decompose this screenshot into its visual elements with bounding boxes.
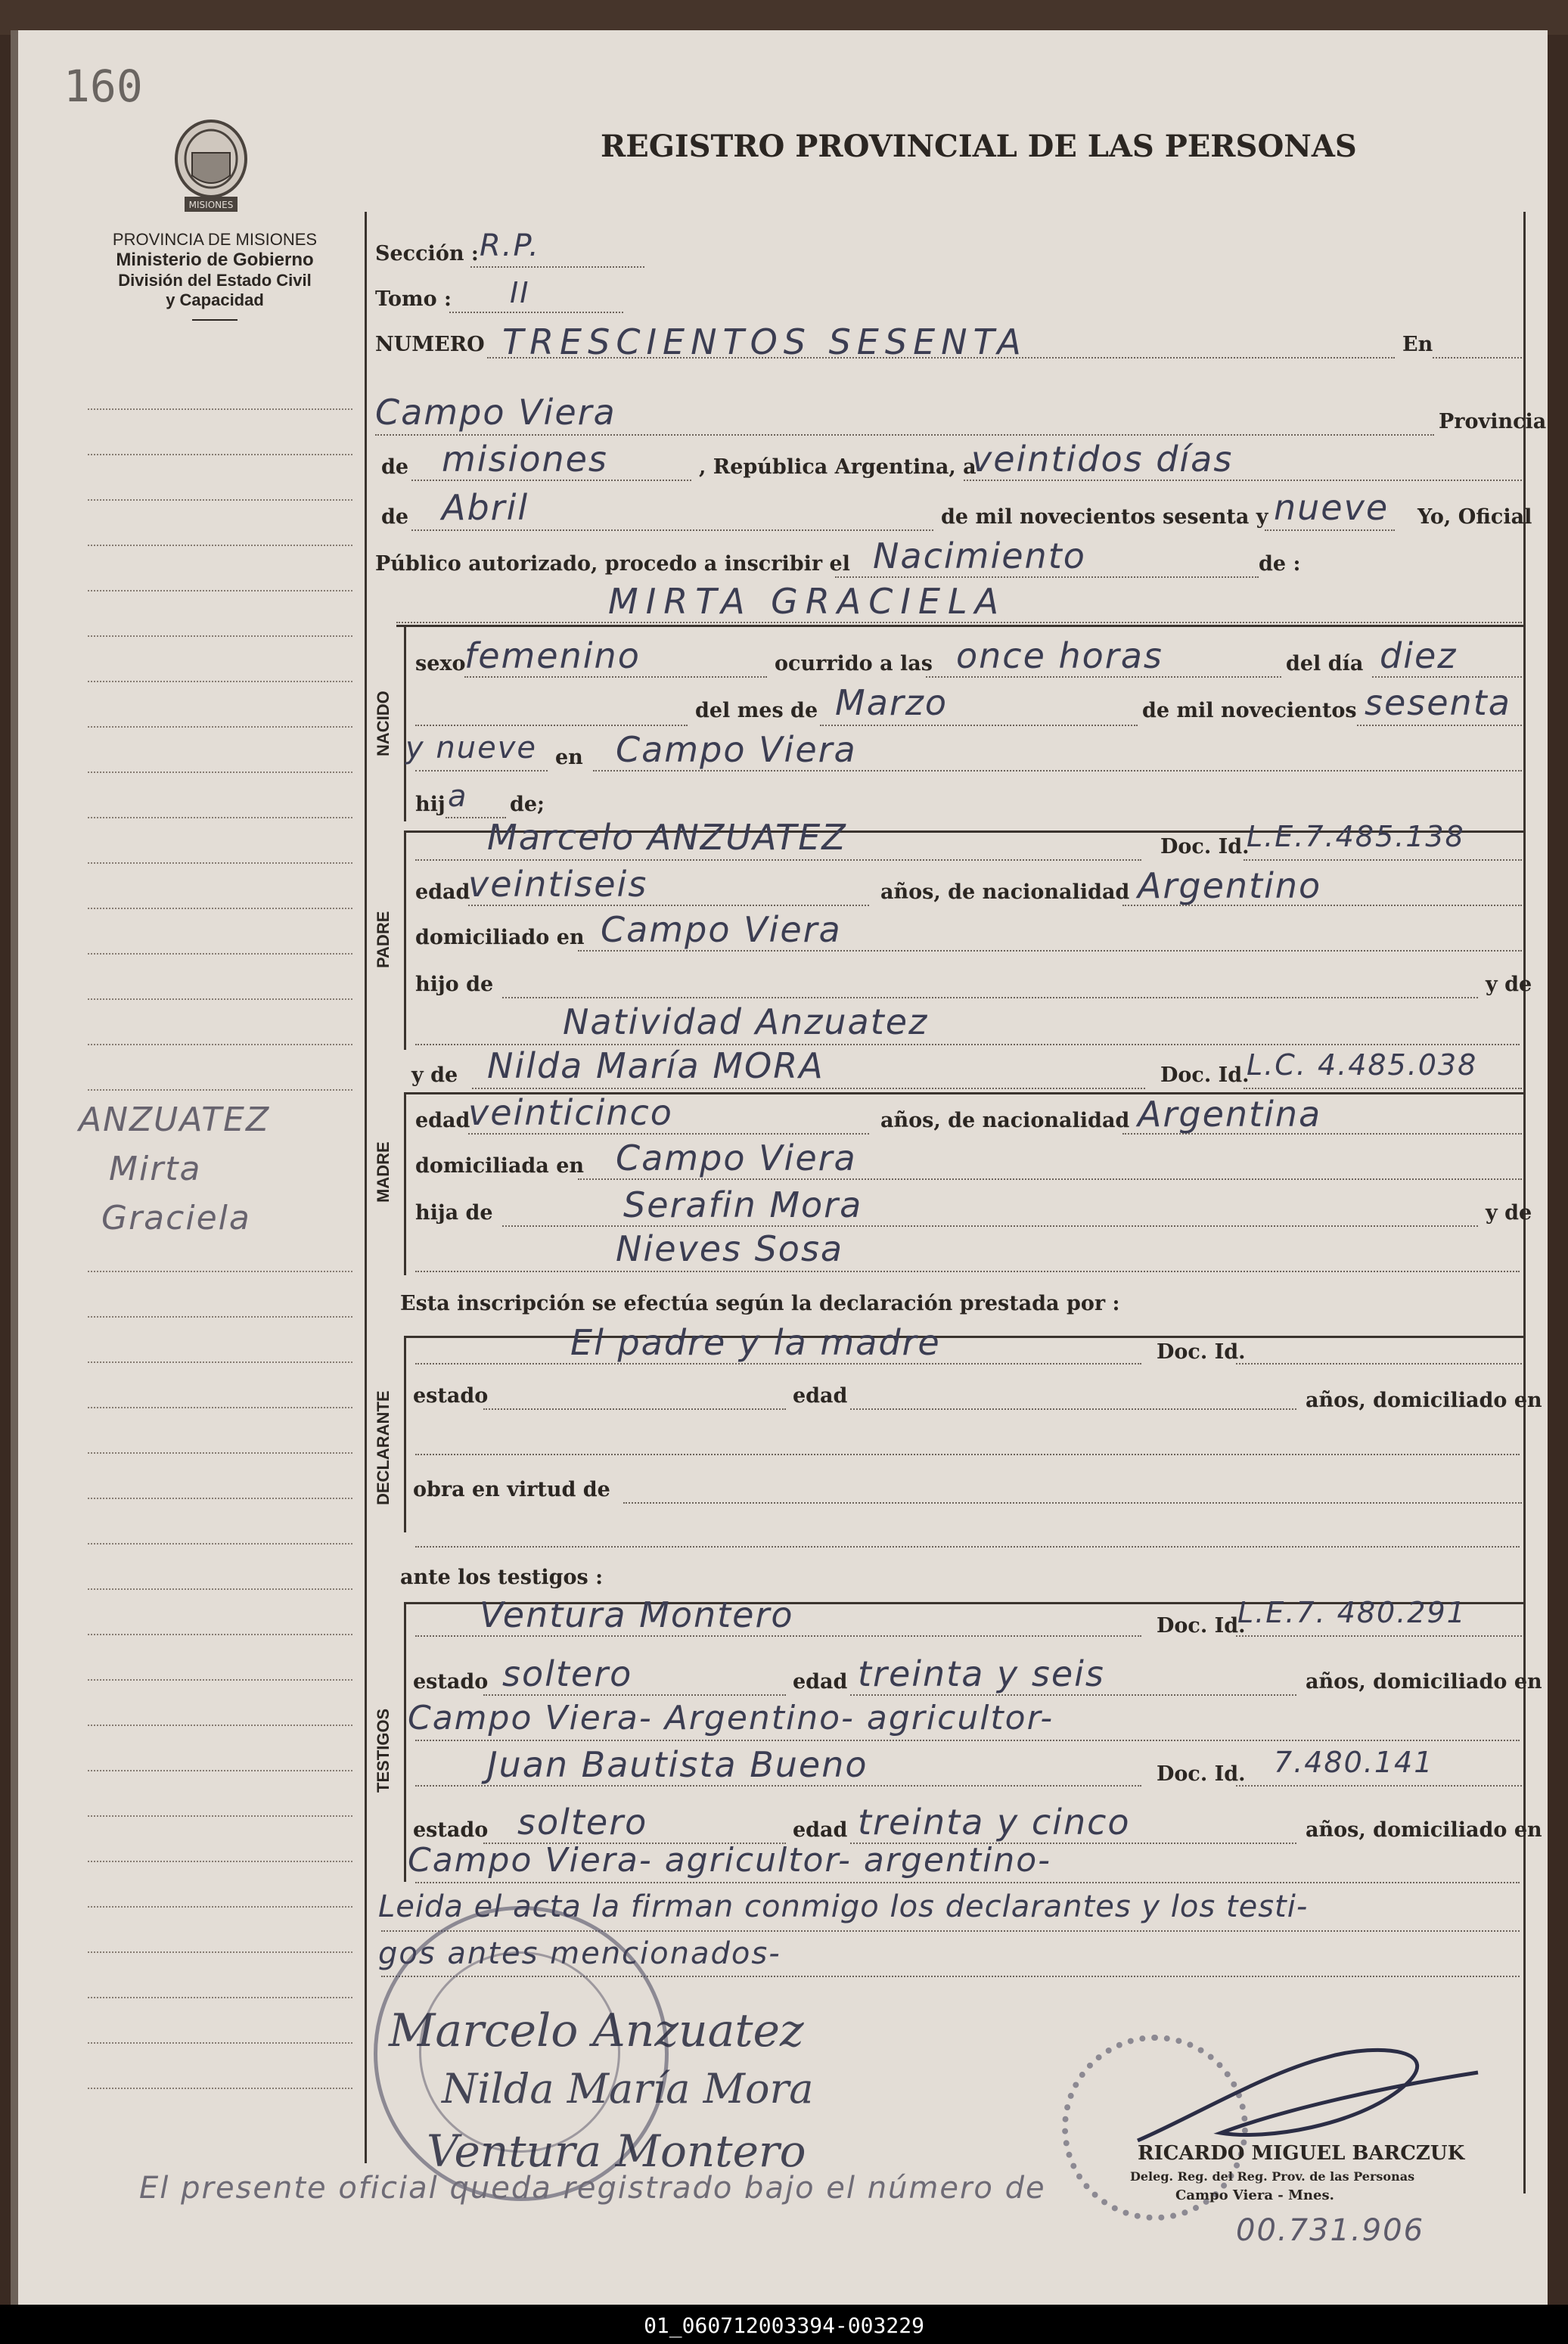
padre-dom-value: Campo Viera bbox=[601, 909, 842, 950]
padre-doc-label: Doc. Id. bbox=[1160, 835, 1250, 858]
nacido-top-rule bbox=[396, 625, 1523, 627]
svg-text:MISIONES: MISIONES bbox=[188, 200, 234, 210]
declarante-left-rule bbox=[404, 1336, 406, 1532]
margin-line bbox=[88, 1452, 352, 1454]
en-nac-label: en bbox=[555, 746, 583, 769]
testigo2-dom-value: Campo Viera- agricultor- argentino- bbox=[408, 1841, 1052, 1880]
madre-left-rule bbox=[404, 1092, 406, 1275]
testigo1-anos-dom-label: años, domiciliado en bbox=[1306, 1670, 1542, 1694]
padre-nac-value: Argentino bbox=[1138, 865, 1322, 906]
padre-left-rule bbox=[404, 830, 406, 1050]
document-title: REGISTRO PROVINCIAL DE LAS PERSONAS bbox=[601, 129, 1357, 164]
hija-de-line bbox=[502, 1225, 1478, 1227]
margin-line bbox=[88, 1271, 352, 1272]
margin-line bbox=[88, 1044, 352, 1045]
padre-label: PADRE bbox=[374, 911, 393, 968]
fecha-dias-value: veintidos días bbox=[971, 439, 1234, 480]
testigo2-doc-value: 7.480.141 bbox=[1274, 1746, 1434, 1779]
anio-value: nueve bbox=[1274, 487, 1389, 528]
anio-nac-line bbox=[1357, 725, 1522, 726]
margin-line bbox=[88, 1361, 352, 1363]
testigo1-doc-value: L.E.7. 480.291 bbox=[1237, 1596, 1467, 1629]
padre-doc-value: L.E.7.485.138 bbox=[1247, 820, 1465, 853]
madre-label: MADRE bbox=[374, 1141, 393, 1203]
declarante-value: El padre y la madre bbox=[570, 1322, 941, 1363]
sexo-label: sexo bbox=[415, 652, 466, 675]
footer-number: 00.731.906 bbox=[1236, 2213, 1425, 2248]
nacido-left-rule bbox=[404, 625, 406, 821]
hijo-de-line bbox=[502, 997, 1478, 998]
seccion-value: R.P. bbox=[480, 228, 540, 263]
anio-nac2-value: y nueve bbox=[405, 731, 537, 765]
provincia-label: Provincia bbox=[1439, 410, 1547, 433]
padre-nombre-value: Marcelo ANZUATEZ bbox=[487, 817, 847, 858]
anio-nac-value: sesenta bbox=[1365, 682, 1511, 723]
testigo1-dom-line bbox=[415, 1740, 1520, 1741]
testigo2-edad-label: edad bbox=[793, 1818, 848, 1842]
padre-dom-label: domiciliado en bbox=[415, 926, 585, 949]
madre-doc-line bbox=[1244, 1088, 1522, 1089]
testigo1-estado-line bbox=[483, 1694, 786, 1696]
numero-label: NUMERO bbox=[375, 333, 485, 356]
declarante-doc-label: Doc. Id. bbox=[1157, 1340, 1246, 1364]
testigo1-estado-label: estado bbox=[413, 1670, 489, 1694]
margin-line bbox=[88, 862, 352, 864]
testigo1-dom-value: Campo Viera- Argentino- agricultor- bbox=[408, 1699, 1054, 1737]
mil-nov-label: de mil novecientos sesenta y bbox=[941, 505, 1268, 529]
obra-line bbox=[623, 1502, 1522, 1504]
acto-value: Nacimiento bbox=[873, 536, 1086, 576]
en-label: En bbox=[1402, 333, 1433, 356]
testigo1-doc-label: Doc. Id. bbox=[1157, 1614, 1246, 1638]
margin-line bbox=[88, 1407, 352, 1408]
nombre-line bbox=[396, 622, 1522, 623]
testigo2-anos-dom-label: años, domiciliado en bbox=[1306, 1818, 1542, 1842]
margin-line bbox=[88, 545, 352, 546]
madre-nombre-line bbox=[472, 1088, 1145, 1089]
tomo-value: II bbox=[510, 276, 530, 309]
abuela-materna-line bbox=[415, 1271, 1520, 1272]
testigo2-value: Juan Bautista Bueno bbox=[487, 1744, 868, 1785]
publico-label: Público autorizado, procedo a inscribir el bbox=[375, 552, 850, 576]
margin-line bbox=[88, 1089, 352, 1091]
margin-line bbox=[88, 1951, 352, 1953]
testigo1-value: Ventura Montero bbox=[480, 1594, 794, 1635]
padre-edad-label: edad bbox=[415, 880, 470, 904]
margin-line bbox=[88, 817, 352, 818]
margin-line bbox=[88, 1588, 352, 1590]
margin-line bbox=[88, 998, 352, 1000]
testigo1-estado-value: soltero bbox=[502, 1653, 633, 1694]
official-cargo1: Deleg. Reg. del Reg. Prov. de las Personas bbox=[1130, 2169, 1415, 2184]
testigo2-line bbox=[415, 1785, 1141, 1787]
declarante-edad-label: edad bbox=[793, 1384, 848, 1408]
madre-doc-label: Doc. Id. bbox=[1160, 1063, 1250, 1087]
sexo-value: femenino bbox=[464, 635, 641, 676]
ministry-block bbox=[64, 230, 366, 321]
signature-ventura: Ventura Montero bbox=[427, 2125, 806, 2177]
seccion-label: Sección : bbox=[375, 242, 479, 265]
official-cargo2: Campo Viera - Mnes. bbox=[1175, 2187, 1334, 2203]
declarante-estado-label: estado bbox=[413, 1384, 489, 1408]
margin-line bbox=[88, 908, 352, 909]
coat-of-arms-logo bbox=[169, 115, 253, 228]
margin-note-name1: Mirta bbox=[109, 1150, 202, 1188]
testigos-label: TESTIGOS bbox=[374, 1708, 393, 1793]
mes-nac-line bbox=[820, 725, 1138, 726]
margin-line bbox=[88, 1906, 352, 1908]
testigo2-estado-value: soltero bbox=[517, 1802, 648, 1843]
dia-line bbox=[1372, 676, 1522, 678]
hij-label: hij bbox=[415, 793, 446, 816]
de-colon-label: de : bbox=[1259, 552, 1301, 576]
testigo1-doc-line bbox=[1236, 1635, 1522, 1637]
en-line bbox=[1433, 357, 1522, 359]
margin-line bbox=[88, 2042, 352, 2044]
margin-line bbox=[88, 681, 352, 682]
y-de-label: y de bbox=[1486, 973, 1532, 996]
lugar-nac-value: Campo Viera bbox=[616, 729, 857, 770]
footer-note: El presente oficial queda registrado bajo el número de bbox=[139, 2171, 1046, 2206]
margin-line bbox=[88, 772, 352, 773]
acto-line bbox=[835, 576, 1259, 578]
numero-value: TRESCIENTOS SESENTA bbox=[502, 321, 1027, 362]
lugar-value: Campo Viera bbox=[375, 392, 616, 433]
cierre2-value: gos antes mencionados- bbox=[378, 1936, 781, 1971]
abuela-materna-value: Nieves Sosa bbox=[616, 1228, 844, 1269]
nombre-value: MIRTA GRACIELA bbox=[608, 581, 1007, 622]
ante-label: ante los testigos : bbox=[400, 1566, 604, 1589]
margin-line bbox=[88, 1861, 352, 1862]
madre-anos-nac-label: años, de nacionalidad bbox=[880, 1109, 1130, 1132]
padre-edad-line bbox=[468, 905, 869, 906]
margin-line bbox=[88, 953, 352, 955]
padre-anos-nac-label: años, de nacionalidad bbox=[880, 880, 1130, 904]
bottom-border bbox=[0, 2305, 1568, 2344]
margin-note-surname: ANZUATEZ bbox=[79, 1101, 271, 1139]
anio-nac2-line bbox=[415, 770, 548, 772]
margin-line bbox=[88, 1634, 352, 1635]
seccion-line bbox=[470, 266, 644, 268]
del-mes-label: del mes de bbox=[695, 699, 818, 722]
cierre1-value: Leida el acta la firman conmigo los declarantes y los testi- bbox=[378, 1889, 1309, 1924]
testigo2-edad-value: treinta y cinco bbox=[858, 1802, 1131, 1843]
margin-line bbox=[88, 408, 352, 410]
obra-label: obra en virtud de bbox=[413, 1478, 610, 1501]
madre-y-de-label: y de bbox=[411, 1063, 458, 1087]
margin-line bbox=[88, 1679, 352, 1681]
padre-edad-value: veintiseis bbox=[468, 864, 648, 905]
declarante-estado-line bbox=[483, 1408, 786, 1410]
hora-line bbox=[926, 676, 1281, 678]
madre-dom-value: Campo Viera bbox=[616, 1138, 857, 1178]
padre-dom-line bbox=[578, 950, 1522, 952]
declarante-edad-line bbox=[850, 1408, 1296, 1410]
margin-line bbox=[88, 1815, 352, 1817]
testigo2-estado-label: estado bbox=[413, 1818, 489, 1842]
hijo-de-label: hijo de bbox=[415, 973, 494, 996]
madre-edad-label: edad bbox=[415, 1109, 470, 1132]
margin-line bbox=[88, 1498, 352, 1499]
republica-label: , República Argentina, a bbox=[699, 455, 977, 479]
padre-doc-line bbox=[1244, 859, 1522, 861]
ministry-divider bbox=[192, 319, 238, 321]
official-name: RICARDO MIGUEL BARCZUK bbox=[1138, 2142, 1465, 2165]
hija-de-label: hija de bbox=[415, 1201, 493, 1225]
abuelo-materno-value: Serafin Mora bbox=[623, 1184, 863, 1225]
margin-line bbox=[88, 2088, 352, 2089]
madre-edad-value: veinticinco bbox=[468, 1092, 673, 1133]
ministry-line-1: PROVINCIA DE MISIONES bbox=[112, 230, 318, 249]
del-dia-label: del día bbox=[1286, 652, 1364, 675]
signature-nilda: Nilda María Mora bbox=[442, 2065, 814, 2113]
de-label: de bbox=[381, 455, 409, 479]
ocurrido-label: ocurrido a las bbox=[775, 652, 933, 675]
lugar-line bbox=[375, 434, 1434, 436]
madre-nombre-value: Nilda María MORA bbox=[487, 1045, 824, 1086]
testigos-left-rule bbox=[404, 1602, 406, 1882]
yo-oficial-label: Yo, Oficial bbox=[1417, 505, 1532, 529]
margin-line bbox=[88, 1997, 352, 1998]
declarante-label: DECLARANTE bbox=[374, 1390, 393, 1505]
mes-value: Abril bbox=[442, 487, 529, 528]
register-page bbox=[11, 30, 1548, 2305]
margin-line bbox=[88, 590, 352, 591]
margin-note-name2: Graciela bbox=[101, 1199, 251, 1237]
tomo-label: Tomo : bbox=[375, 287, 452, 311]
margin-line bbox=[88, 454, 352, 455]
testigo2-doc-line bbox=[1236, 1785, 1522, 1787]
declarante-doc-line bbox=[1236, 1363, 1522, 1364]
main-frame-left bbox=[365, 212, 367, 2163]
dia-value: diez bbox=[1380, 635, 1458, 676]
madre-edad-line bbox=[468, 1133, 869, 1135]
de-semi-label: de; bbox=[510, 793, 545, 816]
page-number: 160 bbox=[64, 61, 143, 112]
madre-dom-line bbox=[578, 1178, 1522, 1180]
testigo1-edad-line bbox=[850, 1694, 1296, 1696]
margin-line bbox=[88, 1770, 352, 1771]
madre-doc-value: L.C. 4.485.038 bbox=[1247, 1048, 1478, 1082]
nacido-label: NACIDO bbox=[374, 691, 393, 756]
margin-line bbox=[88, 499, 352, 501]
sexo-line bbox=[464, 676, 767, 678]
madre-dom-label: domiciliada en bbox=[415, 1154, 585, 1178]
testigo1-edad-value: treinta y seis bbox=[858, 1653, 1105, 1694]
testigo1-edad-label: edad bbox=[793, 1670, 848, 1694]
lugar-nac-line bbox=[593, 770, 1522, 772]
obra2-line bbox=[415, 1546, 1520, 1548]
hijo-value: a bbox=[448, 779, 468, 814]
testigo2-doc-label: Doc. Id. bbox=[1157, 1762, 1246, 1786]
margin-line bbox=[88, 726, 352, 728]
provincia-value: misiones bbox=[442, 439, 608, 480]
declarante-dom-line bbox=[415, 1454, 1520, 1455]
declarante-anos-dom-label: años, domiciliado en bbox=[1306, 1389, 1542, 1412]
signature-marcelo: Marcelo Anzuatez bbox=[389, 2004, 804, 2057]
ministry-line-3: División del Estado Civil bbox=[118, 271, 312, 290]
hora-value: once horas bbox=[956, 635, 1163, 676]
fecha-line bbox=[964, 480, 1522, 481]
mes-line bbox=[411, 529, 933, 531]
mes-nac-value: Marzo bbox=[835, 682, 949, 723]
image-caption: 01_060712003394-003229 bbox=[644, 2313, 924, 2338]
declaracion-label: Esta inscripción se efectúa según la declaración prestada por : bbox=[400, 1292, 1120, 1315]
ministry-line-4: y Capacidad bbox=[166, 290, 264, 309]
madre-nac-value: Argentina bbox=[1138, 1094, 1322, 1135]
margin-line bbox=[88, 1725, 352, 1726]
declarante-line bbox=[415, 1363, 1141, 1364]
testigo1-line bbox=[415, 1635, 1141, 1637]
margin-line bbox=[88, 1316, 352, 1318]
madre-y-de2-label: y de bbox=[1486, 1201, 1532, 1225]
margin-line bbox=[88, 1543, 352, 1545]
testigo2-dom-line bbox=[415, 1882, 1520, 1883]
provincia-line bbox=[411, 480, 691, 481]
anio-line bbox=[1265, 529, 1395, 531]
tomo-line bbox=[449, 312, 623, 313]
de-mil-nov-label: de mil novecientos bbox=[1142, 699, 1357, 722]
blank-line bbox=[415, 725, 688, 726]
ministry-line-2: Ministerio de Gobierno bbox=[116, 250, 314, 270]
abuela-paterna-value: Natividad Anzuatez bbox=[563, 1001, 929, 1042]
de2-label: de bbox=[381, 505, 409, 529]
padre-nombre-line bbox=[415, 859, 1141, 861]
margin-line bbox=[88, 635, 352, 637]
